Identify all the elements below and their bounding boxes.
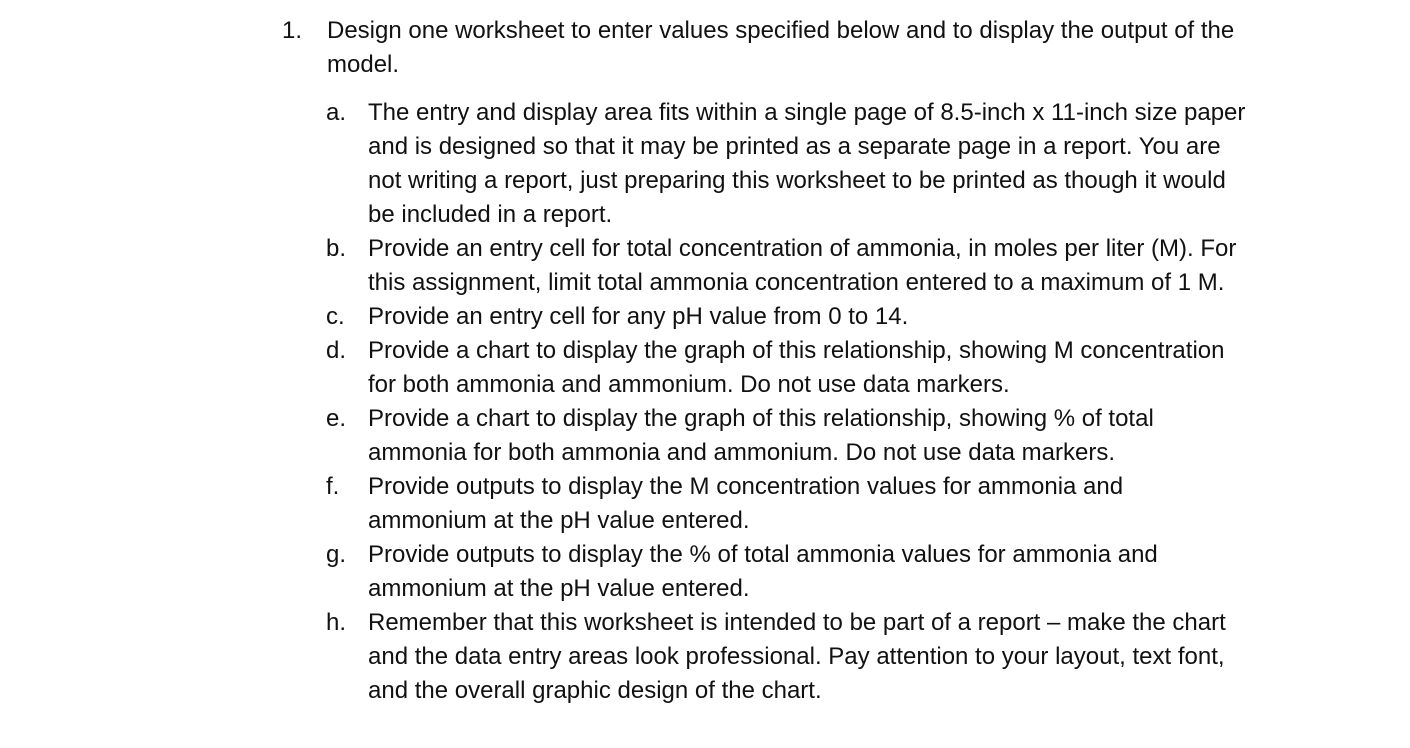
part-text: Provide outputs to display the M concentration values for ammonia and ammonium at the pH value entered. [368,473,1124,534]
part-text: Provide a chart to display the graph of this relationship, showing % of total ammonia for both ammonia and ammonium. Do not use data markers. [368,405,1154,466]
question-text: Design one worksheet to enter values specified below and to display the output of the model. [327,17,1235,78]
part-letter: f. [326,473,340,500]
question-part-g [326,538,1246,606]
part-letter: b. [326,235,347,262]
part-letter: a. [326,99,347,126]
part-letter: e. [326,405,347,432]
part-letter: c. [326,303,345,330]
question-part-d [326,334,1246,402]
question-part-e [326,402,1246,470]
part-letter: g. [326,541,347,568]
question-number: 1. [282,17,303,44]
question-part-c [326,300,1246,334]
question-parts-list [326,96,1246,708]
part-text: Provide an entry cell for any pH value from 0 to 14. [368,303,909,330]
part-text: Provide an entry cell for total concentration of ammonia, in moles per liter (M). For this assignment, limit total ammonia concentration entered to a maximum of 1 M. [368,235,1237,296]
part-letter: h. [326,609,347,636]
part-text: Provide a chart to display the graph of this relationship, showing M concentration for both ammonia and ammonium. Do not use data markers. [368,337,1225,398]
part-text: Remember that this worksheet is intended to be part of a report – make the chart and the data entry areas look professional. Pay attention to your layout, text font, and the overall graphic design of the chart. [368,609,1226,704]
question-part-f [326,470,1246,538]
question-part-b [326,232,1246,300]
part-text: Provide outputs to display the % of total ammonia values for ammonia and ammonium at the pH value entered. [368,541,1158,602]
part-letter: d. [326,337,347,364]
question-part-h [326,606,1246,708]
question-part-a [326,96,1246,232]
part-text: The entry and display area fits within a single page of 8.5-inch x 11-inch size paper and is designed so that it may be printed as a separate page in a report. You are not writing a report, just preparing this worksheet to be printed as though it would be included in a report. [368,99,1246,228]
